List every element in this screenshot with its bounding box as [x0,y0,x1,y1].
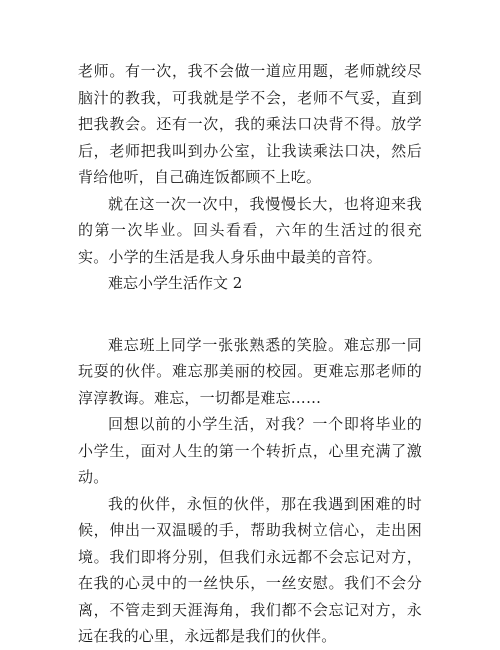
essay-heading: 难忘小学生活作文 2 [108,274,243,292]
paragraph-growing-up: 就在这一次一次中，我慢慢长大，也将迎来我的第一次毕业。回头看看，六年的生活过的很充实。小学的生活是我人身乐曲中最美的音符。 [78,194,422,266]
paragraph-unforgettable: 难忘班上同学一张张熟悉的笑脸。难忘那一同玩耍的伙伴。难忘那美丽的校园。更难忘那老师的淳淳教诲。难忘，一切都是难忘…… [78,335,422,407]
paragraph-teacher-story: 老师。有一次，我不会做一道应用题，老师就绞尽脑汁的教我，可我就是学不会，老师不气妥，直到把我教会。还有一次，我的乘法口决背不得。放学后，老师把我叫到办公室，让我读乘法口决，然后背给他听，自己确连饭都顾不上吃。 [78,62,422,186]
paragraph-partners: 我的伙伴，永恒的伙伴，那在我遇到困难的时候，伸出一双温暖的手，帮助我树立信心，走出困境。我们即将分别，但我们永远都不会忘记对方，在我的心灵中的一丝快乐，一丝安慰。我们不会分离，不管走到天涯海角，我们都不会忘记对方，永远在我的心里，永远都是我们的伙伴。 [78,494,422,645]
blank-gap [78,297,422,332]
document-body [78,58,422,650]
paragraph-recall: 回想以前的小学生活，对我？一个即将毕业的小学生，面对人生的第一个转折点，心里充满了激动。 [78,415,422,486]
